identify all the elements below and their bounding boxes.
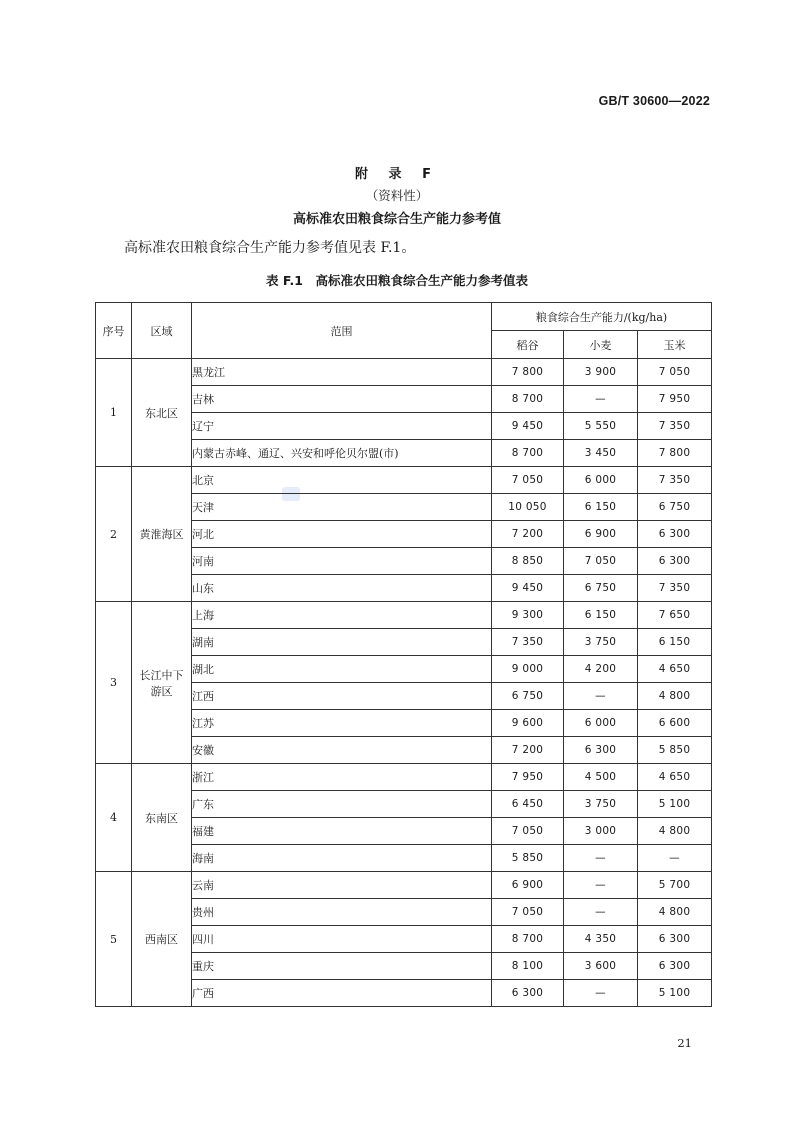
scope-name: 重庆 bbox=[192, 953, 492, 980]
wheat-value: 4 350 bbox=[564, 926, 638, 953]
scope-name: 山东 bbox=[192, 575, 492, 602]
rice-value: 7 200 bbox=[492, 521, 564, 548]
scope-name: 浙江 bbox=[192, 764, 492, 791]
wheat-value: 6 750 bbox=[564, 575, 638, 602]
rice-value: 9 600 bbox=[492, 710, 564, 737]
header-seq: 序号 bbox=[96, 303, 132, 359]
wheat-value: — bbox=[564, 845, 638, 872]
group-region: 东南区 bbox=[132, 764, 192, 872]
group-region: 东北区 bbox=[132, 359, 192, 467]
rice-value: 7 800 bbox=[492, 359, 564, 386]
wheat-value: 6 300 bbox=[564, 737, 638, 764]
corn-value: 4 800 bbox=[638, 899, 712, 926]
corn-value: 6 300 bbox=[638, 926, 712, 953]
wheat-value: — bbox=[564, 980, 638, 1007]
rice-value: 6 450 bbox=[492, 791, 564, 818]
corn-value: 6 300 bbox=[638, 521, 712, 548]
group-region: 西南区 bbox=[132, 872, 192, 1007]
wheat-value: — bbox=[564, 386, 638, 413]
corn-value: 6 300 bbox=[638, 548, 712, 575]
rice-value: 8 850 bbox=[492, 548, 564, 575]
wheat-value: 4 200 bbox=[564, 656, 638, 683]
corn-value: 4 650 bbox=[638, 764, 712, 791]
appendix-title: 附 录 F bbox=[355, 167, 439, 182]
intro-paragraph: 高标准农田粮食综合生产能力参考值见表 F.1。 bbox=[124, 240, 416, 256]
wheat-value: 6 150 bbox=[564, 494, 638, 521]
corn-value: 5 100 bbox=[638, 791, 712, 818]
rice-value: 5 850 bbox=[492, 845, 564, 872]
scope-name: 内蒙古赤峰、通辽、兴安和呼伦贝尔盟(市) bbox=[192, 440, 492, 467]
scope-name: 广东 bbox=[192, 791, 492, 818]
scope-name: 河北 bbox=[192, 521, 492, 548]
wheat-value: 6 150 bbox=[564, 602, 638, 629]
rice-value: 7 050 bbox=[492, 467, 564, 494]
rice-value: 7 200 bbox=[492, 737, 564, 764]
table-body bbox=[96, 359, 712, 1007]
capacity-table bbox=[95, 302, 712, 1007]
scope-name: 四川 bbox=[192, 926, 492, 953]
rice-value: 9 300 bbox=[492, 602, 564, 629]
header-rice: 稻谷 bbox=[492, 331, 564, 359]
rice-value: 7 050 bbox=[492, 818, 564, 845]
corn-value: 5 850 bbox=[638, 737, 712, 764]
scope-name: 云南 bbox=[192, 872, 492, 899]
wheat-value: — bbox=[564, 872, 638, 899]
rice-value: 8 700 bbox=[492, 386, 564, 413]
rice-value: 7 050 bbox=[492, 899, 564, 926]
wheat-value: 3 900 bbox=[564, 359, 638, 386]
rice-value: 9 450 bbox=[492, 413, 564, 440]
header-corn: 玉米 bbox=[638, 331, 712, 359]
corn-value: 7 350 bbox=[638, 467, 712, 494]
corn-value: 7 800 bbox=[638, 440, 712, 467]
wheat-value: 7 050 bbox=[564, 548, 638, 575]
table-caption: 表 F.1 高标准农田粮食综合生产能力参考值表 bbox=[265, 273, 528, 288]
corn-value: 5 100 bbox=[638, 980, 712, 1007]
scope-name: 江西 bbox=[192, 683, 492, 710]
rice-value: 7 350 bbox=[492, 629, 564, 656]
corn-value: 7 950 bbox=[638, 386, 712, 413]
scope-name: 辽宁 bbox=[192, 413, 492, 440]
wheat-value: 3 750 bbox=[564, 791, 638, 818]
corn-value: 4 800 bbox=[638, 683, 712, 710]
appendix-name: 高标准农田粮食综合生产能力参考值 bbox=[292, 212, 501, 227]
wheat-value: 6 000 bbox=[564, 710, 638, 737]
corn-value: — bbox=[638, 845, 712, 872]
table-row bbox=[96, 764, 712, 791]
table-row bbox=[96, 467, 712, 494]
rice-value: 10 050 bbox=[492, 494, 564, 521]
wheat-value: 3 750 bbox=[564, 629, 638, 656]
rice-value: 8 100 bbox=[492, 953, 564, 980]
scope-name: 江苏 bbox=[192, 710, 492, 737]
standard-number: GB/T 30600—2022 bbox=[598, 94, 710, 108]
header-capacity: 粮食综合生产能力/(kg/ha) bbox=[492, 303, 712, 331]
wheat-value: — bbox=[564, 899, 638, 926]
rice-value: 6 900 bbox=[492, 872, 564, 899]
scope-name: 湖南 bbox=[192, 629, 492, 656]
wheat-value: 6 900 bbox=[564, 521, 638, 548]
corn-value: 6 750 bbox=[638, 494, 712, 521]
scope-name: 天津 bbox=[192, 494, 492, 521]
group-seq: 4 bbox=[96, 764, 132, 872]
corn-value: 6 300 bbox=[638, 953, 712, 980]
scope-name: 福建 bbox=[192, 818, 492, 845]
header-wheat: 小麦 bbox=[564, 331, 638, 359]
corn-value: 4 650 bbox=[638, 656, 712, 683]
group-seq: 2 bbox=[96, 467, 132, 602]
wheat-value: 5 550 bbox=[564, 413, 638, 440]
scope-name: 安徽 bbox=[192, 737, 492, 764]
page-number: 21 bbox=[677, 1036, 692, 1050]
scope-name: 海南 bbox=[192, 845, 492, 872]
group-seq: 1 bbox=[96, 359, 132, 467]
group-region: 长江中下游区 bbox=[132, 602, 192, 764]
appendix-type: （资料性） bbox=[365, 188, 429, 203]
corn-value: 4 800 bbox=[638, 818, 712, 845]
header-region: 区域 bbox=[132, 303, 192, 359]
corn-value: 7 650 bbox=[638, 602, 712, 629]
rice-value: 8 700 bbox=[492, 926, 564, 953]
rice-value: 9 000 bbox=[492, 656, 564, 683]
table-row bbox=[96, 359, 712, 386]
scope-name: 广西 bbox=[192, 980, 492, 1007]
wheat-value: — bbox=[564, 683, 638, 710]
group-seq: 3 bbox=[96, 602, 132, 764]
corn-value: 6 150 bbox=[638, 629, 712, 656]
scope-name: 北京 bbox=[192, 467, 492, 494]
scope-name: 黑龙江 bbox=[192, 359, 492, 386]
corn-value: 6 600 bbox=[638, 710, 712, 737]
corn-value: 7 050 bbox=[638, 359, 712, 386]
corn-value: 5 700 bbox=[638, 872, 712, 899]
corn-value: 7 350 bbox=[638, 575, 712, 602]
rice-value: 9 450 bbox=[492, 575, 564, 602]
scope-name: 吉林 bbox=[192, 386, 492, 413]
group-seq: 5 bbox=[96, 872, 132, 1007]
wheat-value: 3 000 bbox=[564, 818, 638, 845]
rice-value: 8 700 bbox=[492, 440, 564, 467]
rice-value: 6 750 bbox=[492, 683, 564, 710]
group-region: 黄淮海区 bbox=[132, 467, 192, 602]
scope-name: 河南 bbox=[192, 548, 492, 575]
table-row bbox=[96, 872, 712, 899]
wheat-value: 4 500 bbox=[564, 764, 638, 791]
scope-name: 上海 bbox=[192, 602, 492, 629]
corn-value: 7 350 bbox=[638, 413, 712, 440]
wheat-value: 3 600 bbox=[564, 953, 638, 980]
wheat-value: 6 000 bbox=[564, 467, 638, 494]
header-scope: 范围 bbox=[192, 303, 492, 359]
scope-name: 湖北 bbox=[192, 656, 492, 683]
rice-value: 7 950 bbox=[492, 764, 564, 791]
scope-name: 贵州 bbox=[192, 899, 492, 926]
wheat-value: 3 450 bbox=[564, 440, 638, 467]
rice-value: 6 300 bbox=[492, 980, 564, 1007]
table-row bbox=[96, 602, 712, 629]
